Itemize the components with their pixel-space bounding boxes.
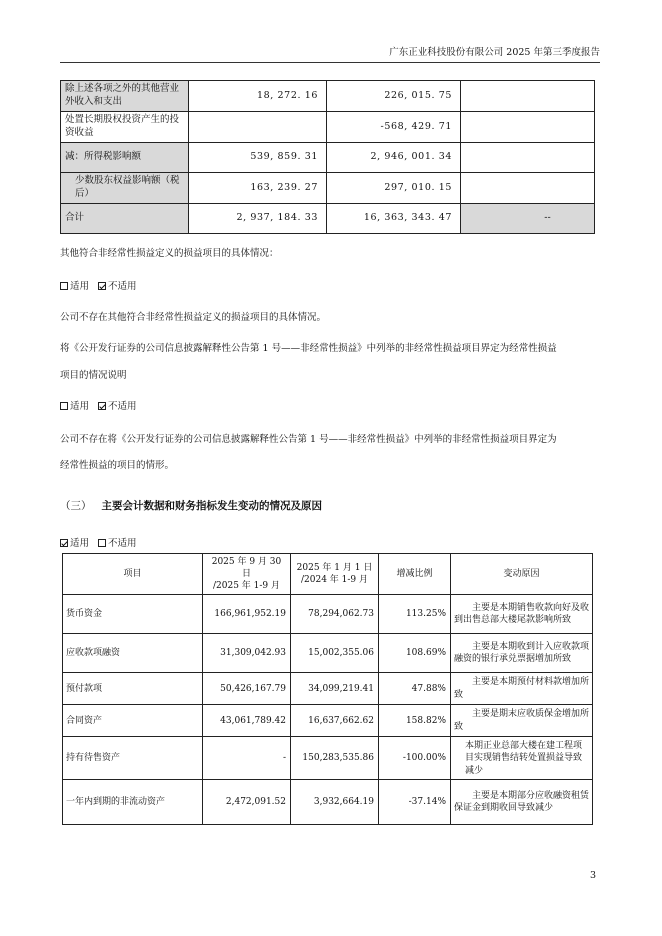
column-header-line: /2024 年 1-9 月 <box>300 575 368 586</box>
table-row <box>63 705 593 737</box>
cell-value: 31,309,042.93 <box>203 634 291 673</box>
cell-value: 226, 015. 75 <box>327 81 461 112</box>
column-header <box>203 554 291 595</box>
paragraph: 公司不存在其他符合非经常性损益定义的损益项目的具体情况。 <box>60 312 327 323</box>
cell-value: -568, 429. 71 <box>327 112 461 143</box>
not-applicable-checkbox[interactable] <box>98 282 106 290</box>
row-label: 一年内到期的非流动资产 <box>63 780 203 825</box>
paragraph: 公司不存在将《公开发行证券的公司信息披露解释性公告第 1 号——非经常性损益》中列举的非经常性损益项目界定为 <box>60 434 557 445</box>
cell-percent: 108.69% <box>379 634 451 673</box>
applicable-label: 适用 <box>70 538 90 549</box>
row-label: 应收款项融资 <box>63 634 203 673</box>
cell-reason: 主要是本期部分应收融资租赁保证金到期收回导致减少 <box>451 780 593 825</box>
cell-value: 539, 859. 31 <box>189 143 327 173</box>
paragraph: 项目的情况说明 <box>60 370 127 381</box>
cell-value: 16,637,662.62 <box>291 705 379 737</box>
column-header: 项目 <box>63 554 203 595</box>
applicability-options <box>60 535 137 549</box>
cell-reason: 主要是本期收到计入应收款项融资的银行承兑票据增加所致 <box>451 634 593 673</box>
cell-value <box>461 81 595 112</box>
applicable-checkbox[interactable] <box>60 539 68 547</box>
table-row <box>63 737 593 780</box>
applicable-checkbox[interactable] <box>60 402 68 410</box>
column-header: 变动原因 <box>451 554 593 595</box>
applicable-label: 适用 <box>70 401 90 412</box>
cell-percent: -37.14% <box>379 780 451 825</box>
table-row <box>61 81 595 112</box>
not-applicable-checkbox[interactable] <box>98 402 106 410</box>
table-row-total <box>61 204 595 234</box>
cell-value: 43,061,789.42 <box>203 705 291 737</box>
row-label: 预付款项 <box>63 673 203 705</box>
row-label: 货币资金 <box>63 595 203 634</box>
row-label: 持有待售资产 <box>63 737 203 780</box>
table-row <box>63 780 593 825</box>
section-number: （三） <box>60 500 92 512</box>
not-applicable-label: 不适用 <box>108 538 137 549</box>
cell-value: 2,472,091.52 <box>203 780 291 825</box>
financial-changes-table <box>62 553 593 825</box>
cell-value: 3,932,664.19 <box>291 780 379 825</box>
applicability-options <box>60 398 137 412</box>
cell-value: 16, 363, 343. 47 <box>327 204 461 234</box>
table-row <box>61 112 595 143</box>
table-row <box>63 595 593 634</box>
cell-value: -- <box>461 204 595 234</box>
row-label: 除上述各项之外的其他营业外收入和支出 <box>61 81 189 112</box>
page-header: 广东正业科技股份有限公司 2025 年第三季度报告 <box>389 47 600 58</box>
cell-value <box>461 143 595 173</box>
cell-value <box>189 112 327 143</box>
cell-percent: -100.00% <box>379 737 451 780</box>
cell-value: 163, 239. 27 <box>189 173 327 204</box>
table-row <box>63 673 593 705</box>
not-applicable-label: 不适用 <box>108 401 137 412</box>
cell-value: 15,002,355.06 <box>291 634 379 673</box>
section-heading <box>60 498 322 513</box>
column-header-line: 2025 年 9 月 30 日 <box>211 557 282 580</box>
cell-value: 18, 272. 16 <box>189 81 327 112</box>
applicability-options <box>60 278 137 292</box>
column-header-line: /2025 年 1-9 月 <box>212 581 280 592</box>
table-header-row <box>63 554 593 595</box>
not-applicable-label: 不适用 <box>108 281 137 292</box>
cell-value: 34,099,219.41 <box>291 673 379 705</box>
cell-percent: 113.25% <box>379 595 451 634</box>
cell-percent: 158.82% <box>379 705 451 737</box>
row-label: 合计 <box>61 204 189 234</box>
cell-value <box>461 112 595 143</box>
paragraph: 经常性损益的项目的情形。 <box>60 460 175 471</box>
applicable-checkbox[interactable] <box>60 282 68 290</box>
section-title: 主要会计数据和财务指标发生变动的情况及原因 <box>101 500 322 512</box>
row-label: 合同资产 <box>63 705 203 737</box>
table-row <box>63 634 593 673</box>
header-divider <box>60 62 600 63</box>
cell-value: - <box>203 737 291 780</box>
paragraph: 将《公开发行证券的公司信息披露解释性公告第 1 号——非经常性损益》中列举的非经常性损益项目界定为经常性损益 <box>60 343 557 354</box>
not-applicable-checkbox[interactable] <box>98 539 106 547</box>
cell-value: 2, 937, 184. 33 <box>189 204 327 234</box>
cell-value: 2, 946, 001. 34 <box>327 143 461 173</box>
table-row <box>61 173 595 204</box>
cell-reason: 本期正业总部大楼在建工程项目实现销售结转处置损益导致减少 <box>451 737 593 780</box>
cell-percent: 47.88% <box>379 673 451 705</box>
cell-reason: 主要是本期销售收款向好及收到出售总部大楼尾款影响所致 <box>451 595 593 634</box>
cell-value <box>461 173 595 204</box>
non-recurring-items-table <box>60 80 595 234</box>
page-number: 3 <box>590 870 597 881</box>
cell-reason: 主要是本期预付材料款增加所致 <box>451 673 593 705</box>
cell-reason: 主要是期末应收质保金增加所致 <box>451 705 593 737</box>
column-header <box>291 554 379 595</box>
column-header-line: 2025 年 1 月 1 日 <box>296 563 373 574</box>
table-row <box>61 143 595 173</box>
row-label: 处置长期股权投资产生的投资收益 <box>61 112 189 143</box>
cell-value: 150,283,535.86 <box>291 737 379 780</box>
cell-value: 297, 010. 15 <box>327 173 461 204</box>
cell-value: 166,961,952.19 <box>203 595 291 634</box>
cell-value: 78,294,062.73 <box>291 595 379 634</box>
paragraph: 其他符合非经常性损益定义的损益项目的具体情况： <box>60 248 279 259</box>
row-label: 减：所得税影响额 <box>61 143 189 173</box>
column-header: 增减比例 <box>379 554 451 595</box>
row-label: 少数股东权益影响额（税后） <box>61 173 189 204</box>
applicable-label: 适用 <box>70 281 90 292</box>
cell-value: 50,426,167.79 <box>203 673 291 705</box>
